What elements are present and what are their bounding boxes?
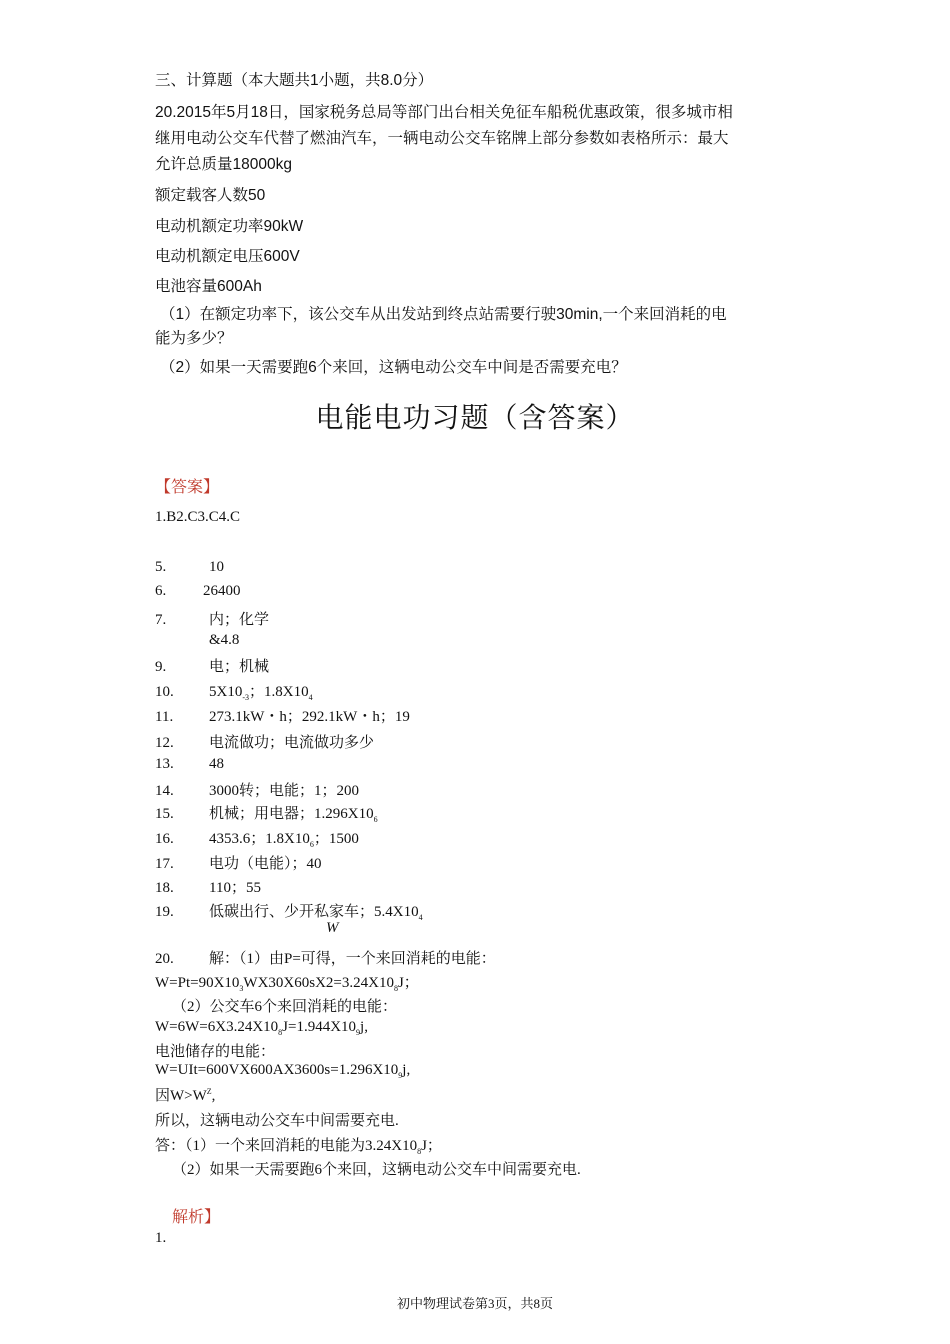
answer-row bbox=[155, 876, 261, 897]
answer-number: 11. bbox=[155, 709, 174, 725]
answer-text: 4353.6；1.8X10 bbox=[209, 831, 310, 847]
answers-1-4: 1.B2.C3.C4.C bbox=[155, 509, 241, 525]
exponent: -3 bbox=[242, 693, 250, 702]
problem-line-3: 允许总质量18000kg bbox=[155, 156, 292, 173]
fraction-w: W bbox=[326, 920, 339, 936]
answer-row bbox=[155, 632, 239, 649]
answer-label: 【答案】 bbox=[155, 479, 220, 496]
answer-row bbox=[155, 852, 322, 873]
page-footer: 初中物理试卷第3页，共8页 bbox=[396, 1296, 553, 1311]
answer-number: 16. bbox=[155, 831, 174, 847]
answer-text: ；1500 bbox=[313, 831, 359, 847]
exponent: 6 bbox=[373, 815, 378, 824]
solution-line-6: $W=UIt=600VX600AX3600s=1.296X10_9j$, bbox=[155, 1062, 411, 1080]
document-title: 电能电功习题（含答案） bbox=[315, 403, 635, 434]
answer-text: 10 bbox=[209, 559, 224, 575]
answer-row bbox=[155, 802, 378, 824]
answer-text: ；1.8X10 bbox=[249, 684, 309, 700]
answer-number: 7. bbox=[155, 612, 167, 628]
answer-number: 5. bbox=[155, 559, 167, 575]
answer-row bbox=[155, 731, 374, 752]
solution-line-5: 电池储存的电能： bbox=[155, 1044, 276, 1060]
answer-text: 电流做功；电流做功多少 bbox=[209, 735, 375, 751]
analysis-label: 解析】 bbox=[172, 1209, 221, 1226]
problem-line-2: 继用电动公交车代替了燃油汽车，一辆电动公交车铭牌上部分参数如表格所示：最大 bbox=[155, 130, 729, 147]
solution-line-2: $W=Pt=90X10_3WX30X60sX2=3.24X10_8J$； bbox=[155, 975, 419, 993]
answer-text: 48 bbox=[209, 756, 224, 772]
param-line: 电动机额定功率90kW bbox=[155, 218, 304, 235]
answer-row bbox=[155, 827, 359, 849]
param-line: 电动机额定电压600V bbox=[155, 248, 300, 265]
answer-text: 110；55 bbox=[209, 880, 261, 896]
analysis-first-item: 1. bbox=[155, 1230, 167, 1246]
answer-text: 3000转；电能；1；200 bbox=[209, 783, 360, 799]
param-line: 额定载客人数50 bbox=[155, 187, 266, 204]
answer-number: 10. bbox=[155, 684, 174, 700]
answer-number: 15. bbox=[155, 806, 174, 822]
answer-number: 9. bbox=[155, 659, 167, 675]
answer-row bbox=[155, 900, 423, 922]
solution-line-9: 答：（1）一个来回消耗的电能为$3.24X10_8J$； bbox=[155, 1138, 442, 1156]
solution-line-1 bbox=[155, 947, 496, 968]
answer-text: &4.8 bbox=[209, 632, 240, 648]
answer-text: 电功（电能）；40 bbox=[209, 856, 322, 872]
question-1-line-a: （1）在额定功率下，该公交车从出发站到终点站需要行驶30min,一个来回消耗的电 bbox=[160, 306, 727, 323]
solution-line-8: 所以，这辆电动公交车中间需要充电. bbox=[155, 1113, 399, 1129]
answer-number: 19. bbox=[155, 904, 174, 920]
answer-row bbox=[155, 756, 224, 773]
answer-number: 14. bbox=[155, 783, 174, 799]
answer-number: 6. bbox=[155, 583, 167, 599]
answer-text: 26400 bbox=[203, 583, 241, 599]
question-1-line-b: 能为多少？ bbox=[155, 330, 233, 347]
answer-text: 内；化学 bbox=[209, 612, 270, 628]
answer-text: 电；机械 bbox=[209, 659, 270, 675]
exponent: 6 bbox=[309, 840, 314, 849]
answer-text: 273.1kW・h；292.1kW・h；19 bbox=[209, 709, 410, 725]
question-2: （2）如果一天需要跑6个来回，这辆电动公交车中间是否需要充电？ bbox=[160, 359, 627, 376]
solution-line-7: 因$W>W^Z$, bbox=[155, 1087, 216, 1104]
answer-row bbox=[155, 583, 241, 600]
answer-number: 17. bbox=[155, 856, 174, 872]
problem-line-1: 20.2015年5月18日，国家税务总局等部门出台相关免征车船税优惠政策，很多城市相 bbox=[155, 104, 733, 121]
answer-row bbox=[155, 779, 359, 800]
answer-text: 机械；用电器；1.296X10 bbox=[209, 806, 374, 822]
answer-row bbox=[155, 608, 269, 629]
solution-text: 解：（1）由P=可得，一个来回消耗的电能： bbox=[209, 951, 496, 967]
exponent: 4 bbox=[418, 913, 423, 922]
answer-number: 13. bbox=[155, 756, 174, 772]
answer-number: 20. bbox=[155, 951, 174, 967]
answer-text: 低碳出行、少开私家车；5.4X10 bbox=[209, 904, 419, 920]
answer-row bbox=[155, 705, 410, 726]
answer-row bbox=[155, 655, 269, 676]
answer-row bbox=[155, 559, 224, 576]
solution-line-4: $W=6W=6X3.24X10_8J=1.944X10_9j$, bbox=[155, 1019, 368, 1037]
answer-text: 5X10 bbox=[209, 684, 243, 700]
answer-number: 18. bbox=[155, 880, 174, 896]
solution-line-10: （2）如果一天需要跑6个来回，这辆电动公交车中间需要充电. bbox=[172, 1162, 581, 1178]
section-heading: 三、计算题（本大题共1小题，共8.0分） bbox=[155, 72, 434, 89]
solution-line-3: （2）公交车6个来回消耗的电能： bbox=[172, 999, 398, 1015]
param-line: 电池容量600Ah bbox=[155, 278, 262, 295]
exponent: 4 bbox=[308, 693, 313, 702]
answer-row bbox=[155, 680, 313, 702]
answer-number: 12. bbox=[155, 735, 174, 751]
